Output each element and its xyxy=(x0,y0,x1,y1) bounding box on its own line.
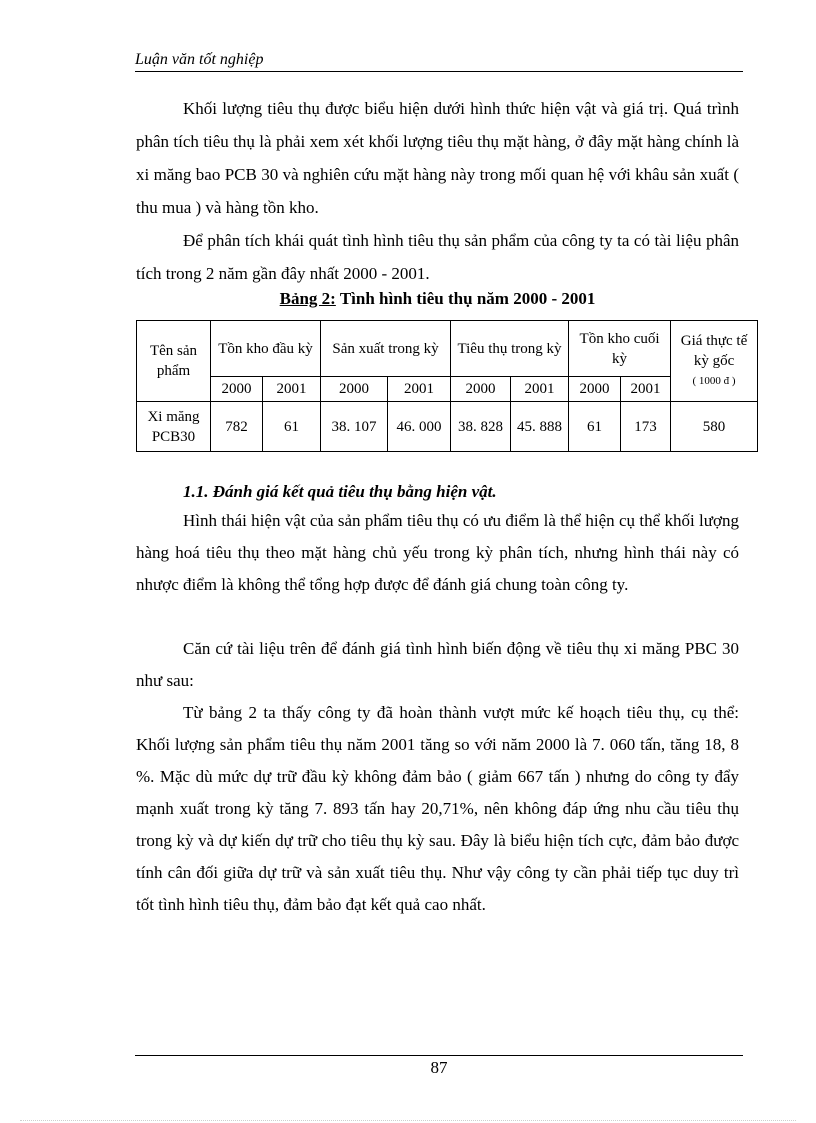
paragraph-section-3: Từ bảng 2 ta thấy công ty đã hoàn thành vượt mức kế hoạch tiêu thụ, cụ thể: Khối lượng sản phẩm tiêu thụ năm 2001 tăng so với năm 2000 là 7. 060 tấn, tăng 18, 8 %. Mặc dù mức dự trữ đầu kỳ không đảm bảo ( giảm 667 tấn ) nhưng do công ty đẩy mạnh xuất trong kỳ tăng 7. 893 tấn hay 20,71%, nên không đáp ứng nhu cầu tiêu thụ trong kỳ và dự kiến dự trữ cho tiêu thụ kỳ sau. Đây là biểu hiện tích cực, đảm bảo được tính cân đối giữa dự trữ và sản xuất tiêu thụ. Như vậy công ty cần phải tiếp tục duy trì tốt tình hình tiêu thụ, đảm bảo đạt kết quả cao nhất. xyxy=(136,703,739,914)
page-number: 87 xyxy=(430,1058,448,1077)
cell-opening-2001: 61 xyxy=(263,402,321,452)
cell-closing-2000: 61 xyxy=(569,402,621,452)
running-header: Luận văn tốt nghiệp xyxy=(135,51,264,68)
header-year: 2000 xyxy=(451,377,511,402)
header-year: 2001 xyxy=(621,377,671,402)
header-closing-stock: Tồn kho cuối kỳ xyxy=(569,321,671,377)
section-heading: 1.1. Đánh giá kết quả tiêu thụ bằng hiện vật. xyxy=(183,482,497,501)
page-edge xyxy=(20,1120,796,1121)
cell-product: Xi măng PCB30 xyxy=(137,402,211,452)
header-opening-stock: Tồn kho đầu kỳ xyxy=(211,321,321,377)
header-year: 2000 xyxy=(321,377,388,402)
table-row xyxy=(137,402,758,452)
paragraph-section-2: Căn cứ tài liệu trên để đánh giá tình hình biến động về tiêu thụ xi măng PBC 30 như sau: xyxy=(136,639,739,690)
header-year: 2001 xyxy=(388,377,451,402)
table-caption-label: Bảng 2: xyxy=(279,289,336,308)
header-price-unit: ( 1000 đ ) xyxy=(692,375,736,387)
paragraph-table-intro: Để phân tích khái quát tình hình tiêu thụ sản phẩm của công ty ta có tài liệu phân tích trong 2 năm gần đây nhất 2000 - 2001. xyxy=(136,231,739,283)
header-consumption: Tiêu thụ trong kỳ xyxy=(451,321,569,377)
header-year: 2000 xyxy=(211,377,263,402)
cell-opening-2000: 782 xyxy=(211,402,263,452)
header-production: Sản xuất trong kỳ xyxy=(321,321,451,377)
header-year: 2000 xyxy=(569,377,621,402)
cell-production-2001: 46. 000 xyxy=(388,402,451,452)
cell-production-2000: 38. 107 xyxy=(321,402,388,452)
cell-closing-2001: 173 xyxy=(621,402,671,452)
consumption-table xyxy=(136,320,758,452)
header-year: 2001 xyxy=(263,377,321,402)
header-actual-price xyxy=(671,321,758,402)
table-caption xyxy=(136,289,739,309)
paragraph-intro: Khối lượng tiêu thụ được biểu hiện dưới hình thức hiện vật và giá trị. Quá trình phân tích tiêu thụ là phải xem xét khối lượng tiêu thụ mặt hàng, ở đây mặt hàng chính là xi măng bao PCB 30 và nghiên cứu mặt hàng này trong mối quan hệ với khâu sản xuất ( thu mua ) và hàng tồn kho. xyxy=(136,99,739,217)
cell-price: 580 xyxy=(671,402,758,452)
header-divider xyxy=(135,71,743,72)
header-actual-price-label: Giá thực tế kỳ gốc xyxy=(680,333,748,369)
header-year: 2001 xyxy=(511,377,569,402)
cell-consumption-2001: 45. 888 xyxy=(511,402,569,452)
paragraph-section-1: Hình thái hiện vật của sản phẩm tiêu thụ có ưu điểm là thể hiện cụ thể khối lượng hàng hoá tiêu thụ theo mặt hàng chủ yếu trong kỳ phân tích, nhưng hình thái này có nhược điểm là không thể tổng hợp được để đánh giá chung toàn công ty. xyxy=(136,511,739,594)
cell-consumption-2000: 38. 828 xyxy=(451,402,511,452)
footer-divider xyxy=(135,1055,743,1056)
table-caption-text: Tình hình tiêu thụ năm 2000 - 2001 xyxy=(339,289,596,308)
header-product: Tên sản phẩm xyxy=(137,321,211,402)
